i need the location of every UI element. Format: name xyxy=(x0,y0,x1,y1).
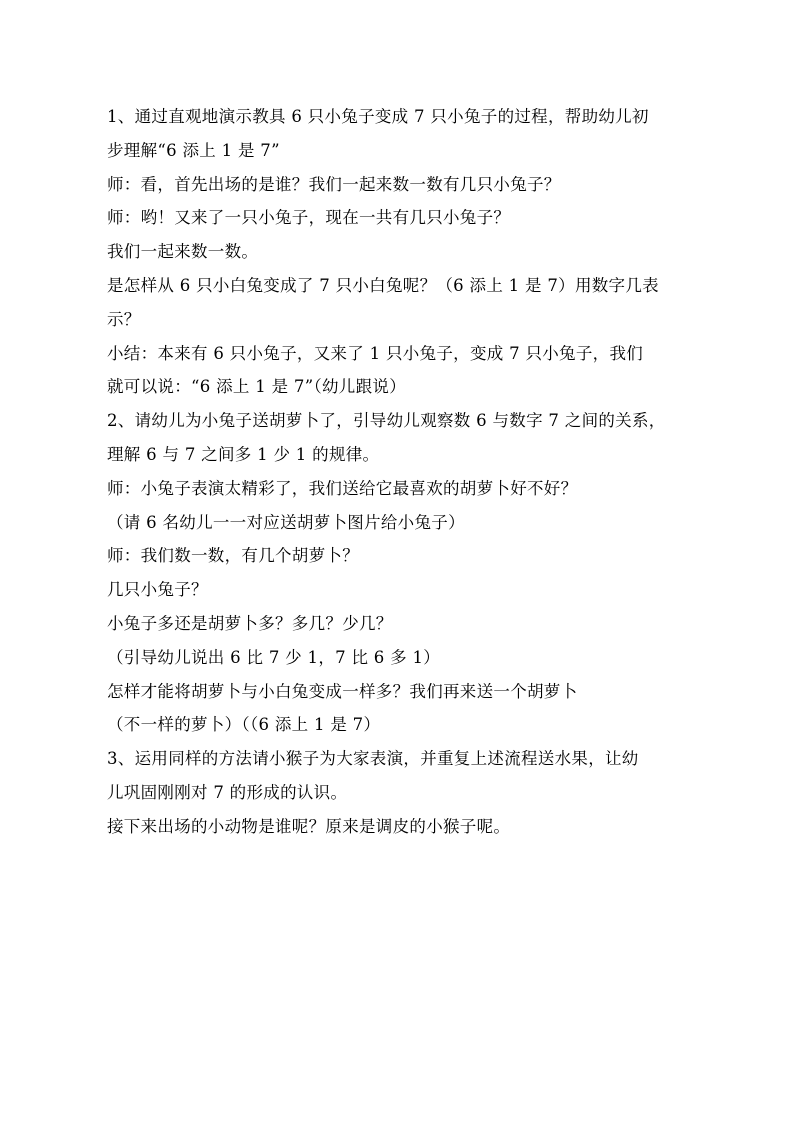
text-line: 几只小兔子？ xyxy=(107,580,208,600)
text-line: 儿巩固刚刚对 7 的形成的认识。 xyxy=(107,782,348,802)
text-line: 是怎样从 6 只小白兔变成了 7 只小白兔呢？（6 添上 1 是 7）用数字几表 xyxy=(107,275,659,295)
text-line: 接下来出场的小动物是谁呢？原来是调皮的小猴子呢。 xyxy=(107,816,511,836)
text-line: 小结：本来有 6 只小兔子，又来了 1 只小兔子，变成 7 只小兔子，我们 xyxy=(107,343,644,363)
text-line: 理解 6 与 7 之间多 1 少 1 的规律。 xyxy=(107,444,380,464)
text-line: 3、运用同样的方法请小猴子为大家表演，并重复上述流程送水果，让幼 xyxy=(107,749,639,769)
text-line: 步理解“6 添上 1 是 7” xyxy=(107,140,280,160)
text-line: 怎样才能将胡萝卜与小白兔变成一样多？我们再来送一个胡萝卜 xyxy=(107,681,578,701)
text-line: 2、请幼儿为小兔子送胡萝卜了，引导幼儿观察数 6 与数字 7 之间的关系， xyxy=(107,411,666,431)
text-line: 师：我们数一数，有几个胡萝卜？ xyxy=(107,546,359,566)
text-line: 师：哟！又来了一只小兔子，现在一共有几只小兔子？ xyxy=(107,208,511,228)
text-line: 我们一起来数一数。 xyxy=(107,242,259,262)
text-line: （请 6 名幼儿一一对应送胡萝卜图片给小兔子） xyxy=(107,512,465,532)
text-line: 1、通过直观地演示教具 6 只小兔子变成 7 只小兔子的过程，帮助幼儿初 xyxy=(107,107,649,126)
text-line: 师：看，首先出场的是谁？我们一起来数一数有几只小兔子？ xyxy=(107,174,561,194)
text-line: 师：小兔子表演太精彩了，我们送给它最喜欢的胡萝卜好不好？ xyxy=(107,478,578,498)
document-body xyxy=(107,100,692,844)
text-line: 小兔子多还是胡萝卜多？多几？少几？ xyxy=(107,613,393,633)
text-line: （不一样的萝卜）（（6 添上 1 是 7） xyxy=(107,715,381,735)
text-line: 示？ xyxy=(107,309,141,329)
text-line: （引导幼儿说出 6 比 7 少 1，7 比 6 多 1） xyxy=(107,647,441,667)
text-line: 就可以说：“6 添上 1 是 7”（幼儿跟说） xyxy=(107,377,406,397)
